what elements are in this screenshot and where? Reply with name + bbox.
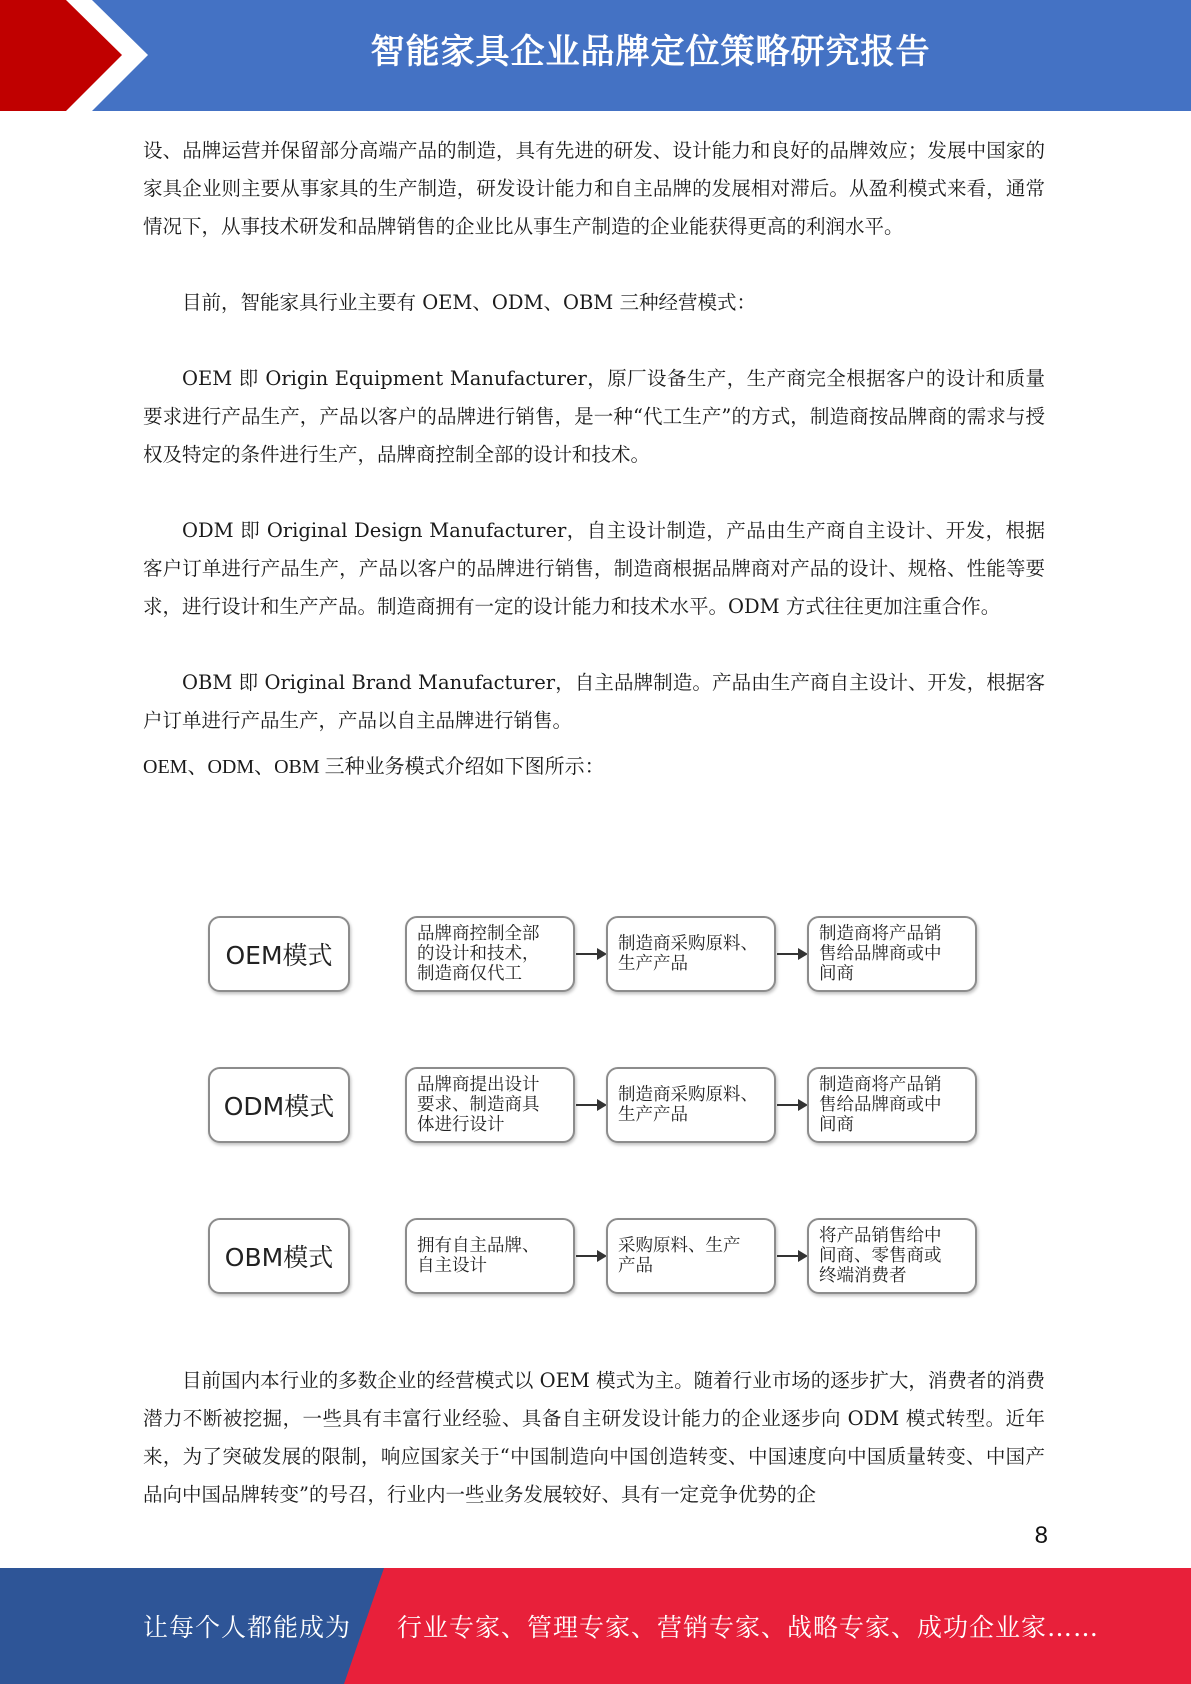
- step-box: [405, 916, 575, 992]
- step-line: 的设计和技术，: [417, 944, 540, 964]
- mode-box-obm: OBM模式: [208, 1218, 350, 1294]
- footer-slogan-right: 行业专家、管理专家、营销专家、战略专家、成功企业家……: [397, 1613, 1100, 1642]
- paragraph-odm: ODM 即 Original Design Manufacturer，自主设计制造，产品由生产商自主设计、开发，根据客户订单进行产品生产，产品以客户的品牌进行销售，制造商根据品牌商对产品的设计、规格、性能等要求，进行设计和生产产品。制造商拥有一定的设计能力和技术水平。ODM 方式往往更加注重合作。: [143, 519, 1045, 618]
- step-line: 间商: [819, 964, 854, 984]
- step-line: 售给品牌商或中: [819, 944, 942, 964]
- flow-arrow: [576, 1255, 605, 1257]
- page-number: 8: [1034, 1522, 1048, 1549]
- step-line: 间商: [819, 1115, 854, 1135]
- step-line: 制造商采购原料、: [618, 934, 758, 954]
- step-line: 体进行设计: [417, 1115, 505, 1135]
- step-line: 要求、制造商具: [417, 1095, 540, 1115]
- flow-arrow: [576, 1104, 605, 1106]
- step-box: [807, 916, 977, 992]
- flow-arrow: [777, 1104, 806, 1106]
- paragraph-closing: 目前国内本行业的多数企业的经营模式以 OEM 模式为主。随着行业市场的逐步扩大，消费者的消费潜力不断被挖掘，一些具有丰富行业经验、具备自主研发设计能力的企业逐步向 ODM 模式转型。近年来，为了突破发展的限制，响应国家关于“中国制造向中国创造转变、中国速度向中国质量转变、中国产品向中国品牌转变”的号召，行业内一些业务发展较好、具有一定竞争优势的企: [143, 1369, 1045, 1506]
- step-line: 终端消费者: [819, 1266, 907, 1286]
- step-line: 售给品牌商或中: [819, 1095, 942, 1115]
- step-box: [807, 1218, 977, 1294]
- step-line: 生产产品: [618, 954, 688, 974]
- step-box: [405, 1218, 575, 1294]
- step-line: 制造商采购原料、: [618, 1085, 758, 1105]
- body-text-continued: [143, 1362, 1045, 1514]
- step-line: 制造商将产品销: [819, 1075, 942, 1095]
- step-line: 拥有自主品牌、: [417, 1236, 540, 1256]
- paragraph-2: 目前，智能家具行业主要有 OEM、ODM、OBM 三种经营模式：: [182, 291, 756, 314]
- step-box: [405, 1067, 575, 1143]
- step-line: 品牌商控制全部: [417, 924, 540, 944]
- mode-box-odm: ODM模式: [208, 1067, 350, 1143]
- report-title: 智能家具企业品牌定位策略研究报告: [370, 32, 931, 72]
- flow-arrow: [777, 1255, 806, 1257]
- step-line: 制造商仅代工: [417, 964, 522, 984]
- page-header: [0, 0, 1191, 111]
- step-box: [807, 1067, 977, 1143]
- step-line: 生产产品: [618, 1105, 688, 1125]
- mode-box-oem: OEM模式: [208, 916, 350, 992]
- body-text: [143, 132, 1045, 786]
- header-arrow-decoration: [0, 0, 150, 111]
- step-box: [606, 916, 776, 992]
- paragraph-oem: OEM 即 Origin Equipment Manufacturer，原厂设备生产，生产商完全根据客户的设计和质量要求进行产品生产，产品以客户的品牌进行销售，是一种“代工生产”的方式，制造商按品牌商的需求与授权及特定的条件进行生产，品牌商控制全部的设计和技术。: [143, 367, 1045, 466]
- step-line: 将产品销售给中: [819, 1226, 942, 1246]
- step-line: 制造商将产品销: [819, 924, 942, 944]
- step-box: [606, 1218, 776, 1294]
- step-box: [606, 1067, 776, 1143]
- step-line: 产品: [618, 1256, 653, 1276]
- flow-arrow: [576, 953, 605, 955]
- flow-arrow: [777, 953, 806, 955]
- footer-slogan-left: 让每个人都能成为: [143, 1613, 352, 1642]
- step-line: 间商、零售商或: [819, 1246, 942, 1266]
- step-line: 品牌商提出设计: [417, 1075, 540, 1095]
- step-line: 自主设计: [417, 1256, 487, 1276]
- paragraph-1: 设、品牌运营并保留部分高端产品的制造，具有先进的研发、设计能力和良好的品牌效应；发展中国家的家具企业则主要从事家具的生产制造，研发设计能力和自主品牌的发展相对滞后。从盈利模式来看，通常情况下，从事技术研发和品牌销售的企业比从事生产制造的企业能获得更高的利润水平。: [143, 139, 1045, 238]
- diagram-caption: OEM、ODM、OBM 三种业务模式介绍如下图所示：: [143, 756, 605, 778]
- page-footer: [0, 1568, 1191, 1684]
- step-line: 采购原料、生产: [618, 1236, 741, 1256]
- business-model-diagram: [200, 904, 1000, 1314]
- paragraph-obm: OBM 即 Original Brand Manufacturer，自主品牌制造。产品由生产商自主设计、开发，根据客户订单进行产品生产，产品以自主品牌进行销售。: [143, 671, 1045, 732]
